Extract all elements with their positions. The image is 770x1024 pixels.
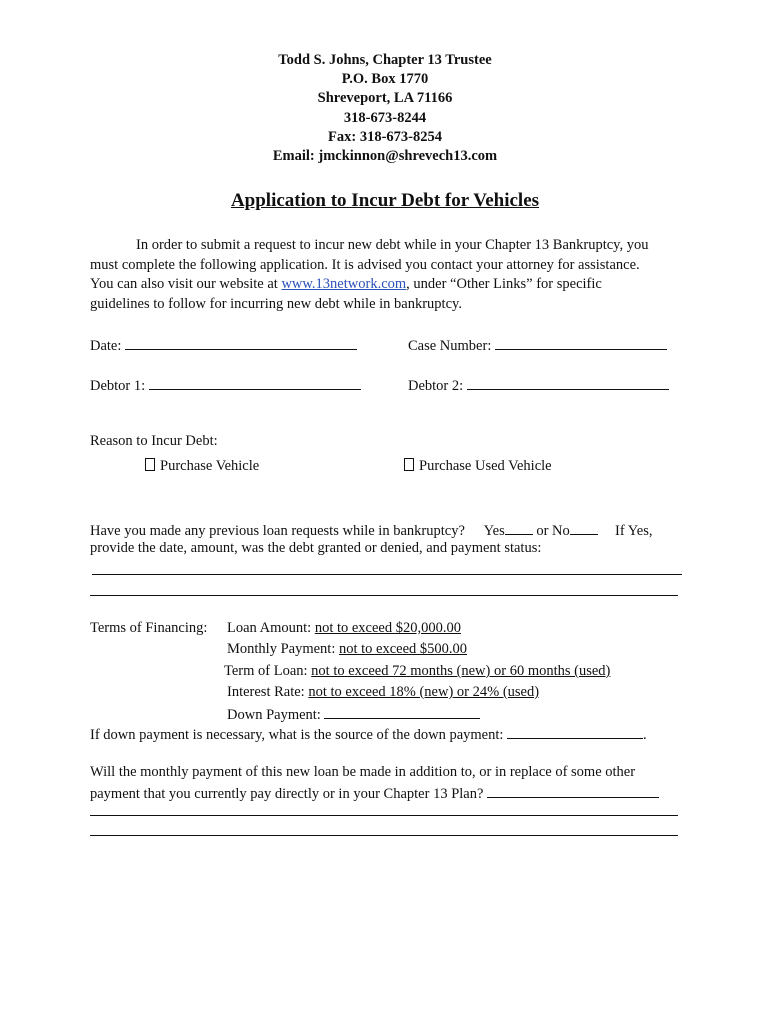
debtor1-input-line[interactable] xyxy=(149,376,361,390)
answer-line[interactable] xyxy=(90,815,678,816)
trustee-header xyxy=(0,51,770,166)
reason-label: Reason to Incur Debt: xyxy=(90,433,218,449)
intro-line: In order to submit a request to incur new debt while in your Chapter 13 Bankruptcy, you xyxy=(136,237,649,253)
trustee-name: Todd S. Johns, Chapter 13 Trustee xyxy=(278,52,492,68)
date-input-line[interactable] xyxy=(125,336,357,350)
purchase-vehicle-label: Purchase Vehicle xyxy=(160,458,260,474)
debtor2-field xyxy=(408,376,669,395)
down-payment-source-label: If down payment is necessary, what is the source of the down payment: xyxy=(90,727,504,743)
loan-term-term xyxy=(224,663,610,680)
interest-rate-value: not to exceed 18% (new) or 24% (used) xyxy=(308,684,540,700)
purchase-vehicle-option[interactable] xyxy=(145,458,259,475)
monthly-question-line: Will the monthly payment of this new loan be made in addition to, or in replace of some other xyxy=(90,764,636,780)
trustee-phone: 318-673-8244 xyxy=(343,109,427,126)
debtor1-label: Debtor 1: xyxy=(90,378,146,394)
loan-amount-term xyxy=(227,620,461,637)
no-label: or No xyxy=(536,523,570,539)
monthly-payment-term xyxy=(227,641,467,658)
down-payment-input-line[interactable] xyxy=(324,705,480,719)
interest-rate-label: Interest Rate: xyxy=(227,684,309,700)
previous-loans-detail: provide the date, amount, was the debt granted or denied, and payment status: xyxy=(90,540,542,556)
no-input-line[interactable] xyxy=(570,521,598,535)
down-payment-source: If down payment is necessary, what is the source of the down payment: . xyxy=(90,727,647,743)
loan-amount-value: not to exceed $20,000.00 xyxy=(314,620,461,636)
down-payment-source-input-line[interactable] xyxy=(507,725,643,739)
debtor2-label: Debtor 2: xyxy=(408,378,464,394)
yes-input-line[interactable] xyxy=(505,521,533,535)
intro-paragraph xyxy=(90,236,690,314)
monthly-question-text: payment that you currently pay directly or in your Chapter 13 Plan? xyxy=(90,786,484,802)
down-payment-label: Down Payment: xyxy=(227,707,321,723)
previous-loans-question xyxy=(90,521,653,540)
yes-label: Yes xyxy=(483,523,505,539)
intro-text: , under “Other Links” for specific xyxy=(406,276,602,292)
purchase-used-vehicle-checkbox[interactable] xyxy=(404,458,414,471)
interest-rate-term xyxy=(227,684,539,701)
previous-loans-text: Have you made any previous loan requests while in bankruptcy? xyxy=(90,523,465,539)
date-field xyxy=(90,336,357,355)
monthly-payment-label: Monthly Payment: xyxy=(227,641,339,657)
case-number-input-line[interactable] xyxy=(495,336,667,350)
intro-line: must complete the following application. It is advised you contact your attorney for assistance. xyxy=(90,256,640,273)
loan-term-label: Term of Loan: xyxy=(224,663,312,679)
purchase-vehicle-checkbox[interactable] xyxy=(145,458,155,471)
purchase-used-vehicle-label: Purchase Used Vehicle xyxy=(419,458,552,474)
trustee-email: Email: jmckinnon@shrevech13.com xyxy=(272,148,498,165)
loan-amount-label: Loan Amount: xyxy=(227,620,315,636)
down-payment-term xyxy=(227,705,480,724)
answer-line[interactable] xyxy=(90,835,678,836)
date-label: Date: xyxy=(90,338,122,354)
monthly-payment-value: not to exceed $500.00 xyxy=(338,641,468,657)
case-number-field xyxy=(408,336,667,355)
intro-text: You can also visit our website at xyxy=(90,276,282,292)
answer-line[interactable] xyxy=(92,574,682,575)
loan-term-value: not to exceed 72 months (new) or 60 months (used) xyxy=(311,663,611,679)
if-yes-label: If Yes, xyxy=(615,523,653,539)
debtor2-input-line[interactable] xyxy=(467,376,669,390)
trustee-po-box: P.O. Box 1770 xyxy=(341,71,429,88)
trustee-fax: Fax: 318-673-8254 xyxy=(328,128,442,145)
answer-line[interactable] xyxy=(90,595,678,596)
intro-line xyxy=(90,275,690,295)
intro-line: guidelines to follow for incurring new debt while in bankruptcy. xyxy=(90,295,462,312)
website-link[interactable]: www.13network.com xyxy=(281,276,407,292)
monthly-question-line xyxy=(90,784,659,803)
purchase-used-vehicle-option[interactable] xyxy=(404,458,552,475)
terms-label: Terms of Financing: xyxy=(90,620,208,636)
trustee-city: Shreveport, LA 71166 xyxy=(317,90,453,107)
case-number-label: Case Number: xyxy=(408,338,492,354)
page-title: Application to Incur Debt for Vehicles xyxy=(230,190,540,211)
debtor1-field xyxy=(90,376,361,395)
monthly-question-input-line[interactable] xyxy=(487,784,659,798)
